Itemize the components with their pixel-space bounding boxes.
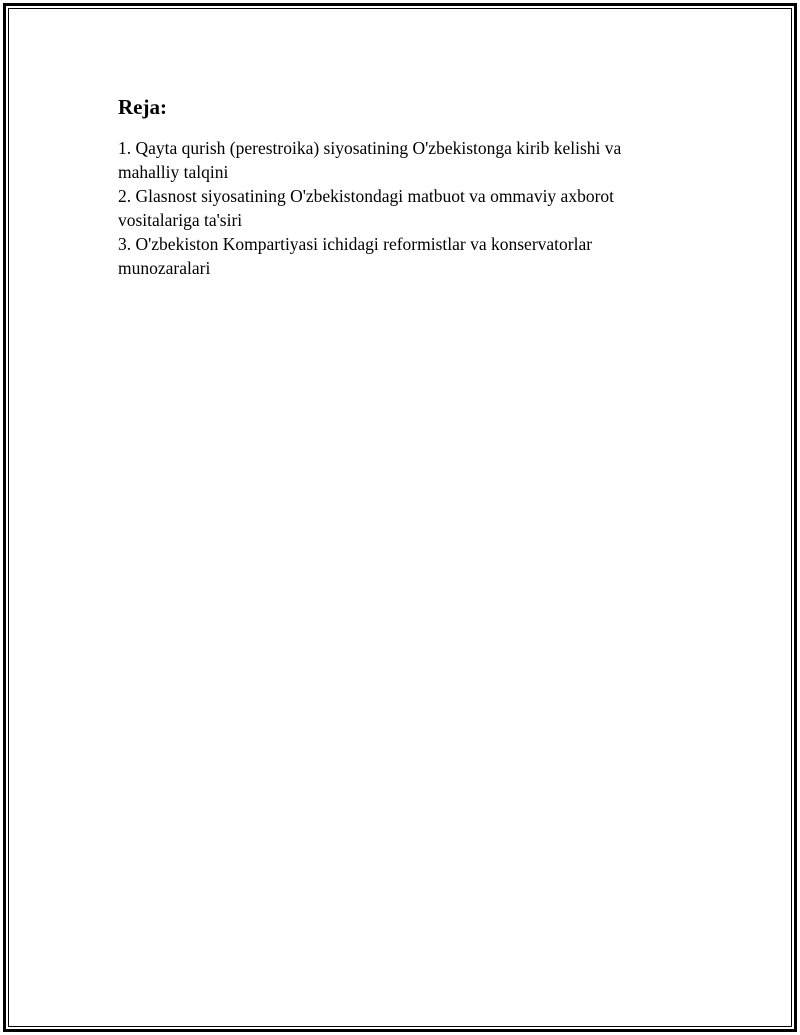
page-border: [3, 3, 797, 1032]
plan-item-3: 3. O'zbekiston Kompartiyasi ichidagi reformistlar va konservatorlar munozaralari: [118, 234, 593, 278]
plan-item-2: 2. Glasnost siyosatining O'zbekistondagi matbuot va ommaviy axborot vositalariga ta'siri: [118, 186, 615, 230]
plan-heading: Reja:: [118, 95, 167, 119]
plan-item-1: 1. Qayta qurish (perestroika) siyosatining O'zbekistonga kirib kelishi va mahalliy talqini: [118, 138, 622, 182]
plan-list: [118, 136, 678, 280]
document-body: [118, 94, 678, 280]
